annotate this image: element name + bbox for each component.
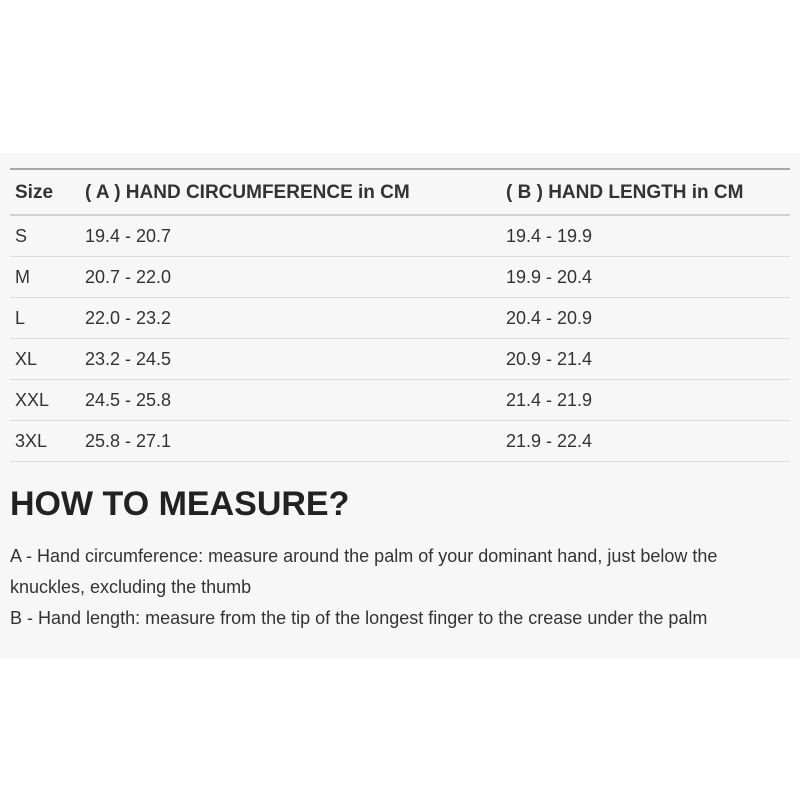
circumference-cell: 20.7 - 22.0	[80, 257, 501, 298]
table-row	[10, 339, 790, 380]
size-cell: L	[10, 298, 80, 339]
instruction-hand-circumference: A - Hand circumference: measure around the palm of your dominant hand, just below the knuckles, excluding the thumb	[10, 545, 718, 597]
circumference-cell: 19.4 - 20.7	[80, 215, 501, 257]
instruction-hand-length: B - Hand length: measure from the tip of the longest finger to the crease under the palm	[10, 607, 708, 628]
table-row	[10, 298, 790, 339]
size-chart-header	[10, 169, 790, 215]
circumference-cell: 24.5 - 25.8	[80, 380, 501, 421]
circumference-cell: 25.8 - 27.1	[80, 421, 501, 462]
size-cell: XXL	[10, 380, 80, 421]
size-cell: S	[10, 215, 80, 257]
size-cell: 3XL	[10, 421, 80, 462]
size-cell: XL	[10, 339, 80, 380]
size-chart-body	[10, 215, 790, 462]
table-row	[10, 257, 790, 298]
column-header-circumference: ( A ) HAND CIRCUMFERENCE in CM	[80, 169, 501, 215]
how-to-measure-heading: HOW TO MEASURE?	[10, 485, 350, 523]
length-cell: 21.9 - 22.4	[501, 421, 790, 462]
column-header-size: Size	[10, 169, 80, 215]
table-row	[10, 421, 790, 462]
table-row	[10, 380, 790, 421]
length-cell: 20.9 - 21.4	[501, 339, 790, 380]
circumference-cell: 23.2 - 24.5	[80, 339, 501, 380]
length-cell: 21.4 - 21.9	[501, 380, 790, 421]
circumference-cell: 22.0 - 23.2	[80, 298, 501, 339]
size-chart-table	[10, 168, 790, 462]
size-cell: M	[10, 257, 80, 298]
length-cell: 19.9 - 20.4	[501, 257, 790, 298]
header-row	[10, 169, 790, 215]
table-row	[10, 215, 790, 257]
length-cell: 19.4 - 19.9	[501, 215, 790, 257]
column-header-length: ( B ) HAND LENGTH in CM	[501, 169, 790, 215]
length-cell: 20.4 - 20.9	[501, 298, 790, 339]
size-guide-section	[0, 153, 800, 659]
